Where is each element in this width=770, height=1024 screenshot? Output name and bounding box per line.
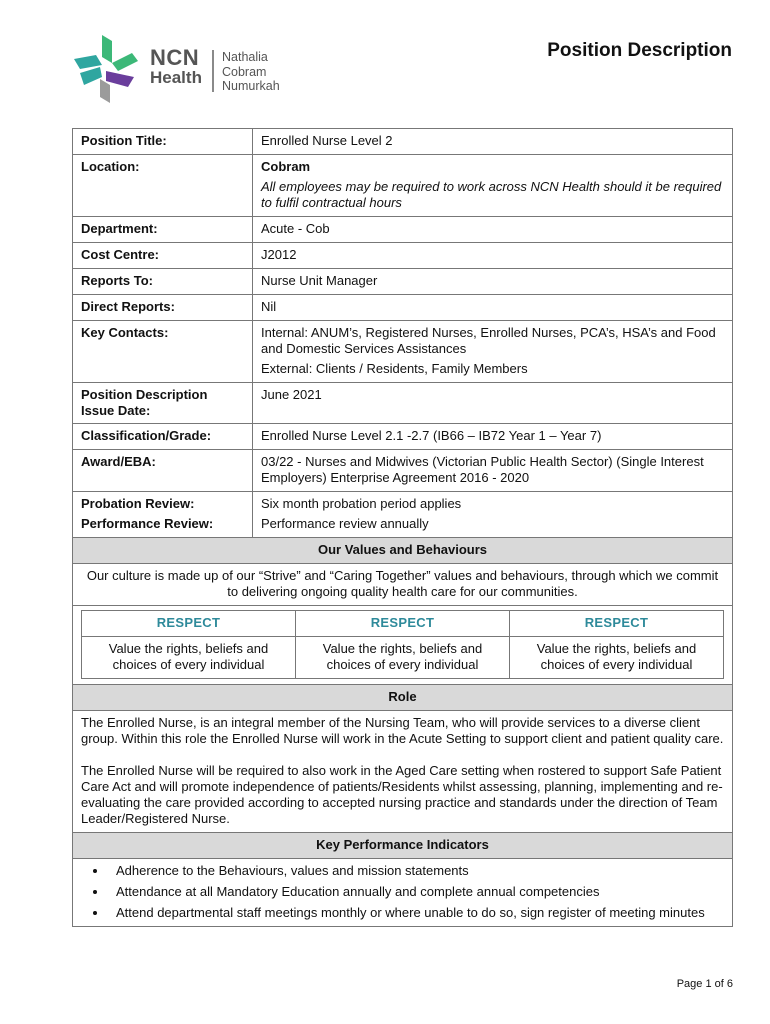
values-intro: Our culture is made up of our “Strive” and “Caring Together” values and behaviours, through which we commit to delivering ongoing quality health care for our communities. (73, 564, 733, 606)
kpi-heading: Key Performance Indicators (73, 833, 733, 859)
row-reports-to (73, 269, 733, 295)
role-paragraph-1: The Enrolled Nurse, is an integral member of the Nursing Team, who will provide services to a diverse client group. Within this role the Enrolled Nurse will work in the Acute Setting to support client and patient quality care. (81, 715, 724, 746)
label-classification: Classification/Grade: (73, 424, 253, 450)
logo-mark-icon (72, 33, 144, 105)
value-key-contacts-internal: Internal: ANUM’s, Registered Nurses, Enrolled Nurses, PCA’s, HSA’s and Food and Domestic Services Assistances (261, 325, 716, 356)
row-key-contacts (73, 321, 733, 383)
value-title-3: RESPECT (510, 611, 724, 637)
value-classification: Enrolled Nurse Level 2.1 -2.7 (IB66 – IB72 Year 1 – Year 7) (253, 424, 733, 450)
value-text-1: Value the rights, beliefs and choices of every individual (82, 637, 296, 679)
row-issue-date (73, 383, 733, 424)
label-location: Location: (73, 155, 253, 217)
label-performance-review: Performance Review: (81, 516, 214, 531)
value-issue-date: June 2021 (253, 383, 733, 424)
row-award (73, 450, 733, 492)
role-heading: Role (73, 685, 733, 711)
value-probation-review: Six month probation period applies (261, 496, 462, 511)
value-key-contacts-external: External: Clients / Residents, Family Members (261, 361, 528, 376)
row-position-title (73, 129, 733, 155)
label-position-title: Position Title: (73, 129, 253, 155)
kpi-list (81, 863, 724, 921)
value-direct-reports: Nil (253, 295, 733, 321)
label-department: Department: (73, 217, 253, 243)
location-note: All employees may be required to work across NCN Health should it be required to fulfil contractual hours (261, 179, 722, 210)
value-performance-review: Performance review annually (261, 516, 429, 531)
values-heading: Our Values and Behaviours (73, 538, 733, 564)
row-department (73, 217, 733, 243)
value-award: 03/22 - Nurses and Midwives (Victorian Public Health Sector) (Single Interest Employers) Enterprise Agreement 2016 - 2020 (253, 450, 733, 492)
row-reviews (73, 492, 733, 538)
value-reports-to: Nurse Unit Manager (253, 269, 733, 295)
logo-places (222, 50, 280, 94)
kpi-item: • Attend departmental staff meetings monthly or where unable to do so, sign register of meeting minutes (108, 905, 724, 921)
value-title-1: RESPECT (82, 611, 296, 637)
label-issue-date: Position Description Issue Date: (73, 383, 253, 424)
role-paragraph-2: The Enrolled Nurse will be required to also work in the Aged Care setting when rostered to support Safe Patient Care Act and will promote independence of patients/Residents whilst assessing, planning, implementing and re-evaluating the care provided according to accepted nursing practice and standards under the direction of Team Leader/Registered Nurse. (81, 763, 723, 826)
row-direct-reports (73, 295, 733, 321)
row-cost-centre (73, 243, 733, 269)
label-award: Award/EBA: (73, 450, 253, 492)
value-department: Acute - Cob (253, 217, 733, 243)
value-text-3: Value the rights, beliefs and choices of every individual (510, 637, 724, 679)
value-location: Cobram (261, 159, 311, 174)
kpi-item: • Adherence to the Behaviours, values and mission statements (108, 863, 724, 879)
place-nathalia: Nathalia (222, 50, 268, 64)
row-classification (73, 424, 733, 450)
value-text-2: Value the rights, beliefs and choices of every individual (296, 637, 510, 679)
value-position-title: Enrolled Nurse Level 2 (253, 129, 733, 155)
brand-health: Health (150, 68, 202, 87)
row-location (73, 155, 733, 217)
label-key-contacts: Key Contacts: (73, 321, 253, 383)
label-probation-review: Probation Review: (81, 496, 195, 511)
document-title: Position Description (547, 40, 732, 61)
brand-ncn: NCN (150, 45, 200, 70)
label-reports-to: Reports To: (73, 269, 253, 295)
label-direct-reports: Direct Reports: (73, 295, 253, 321)
values-grid (81, 610, 724, 679)
kpi-item: • Attendance at all Mandatory Education annually and complete annual competencies (108, 884, 724, 900)
page-number: Page 1 of 6 (676, 978, 733, 990)
logo-divider (212, 50, 214, 92)
role-body (73, 711, 733, 833)
place-numurkah: Numurkah (222, 79, 280, 93)
ncn-health-logo (72, 33, 302, 105)
value-cost-centre: J2012 (253, 243, 733, 269)
position-table (72, 128, 733, 927)
value-title-2: RESPECT (296, 611, 510, 637)
label-cost-centre: Cost Centre: (73, 243, 253, 269)
place-cobram: Cobram (222, 64, 267, 79)
